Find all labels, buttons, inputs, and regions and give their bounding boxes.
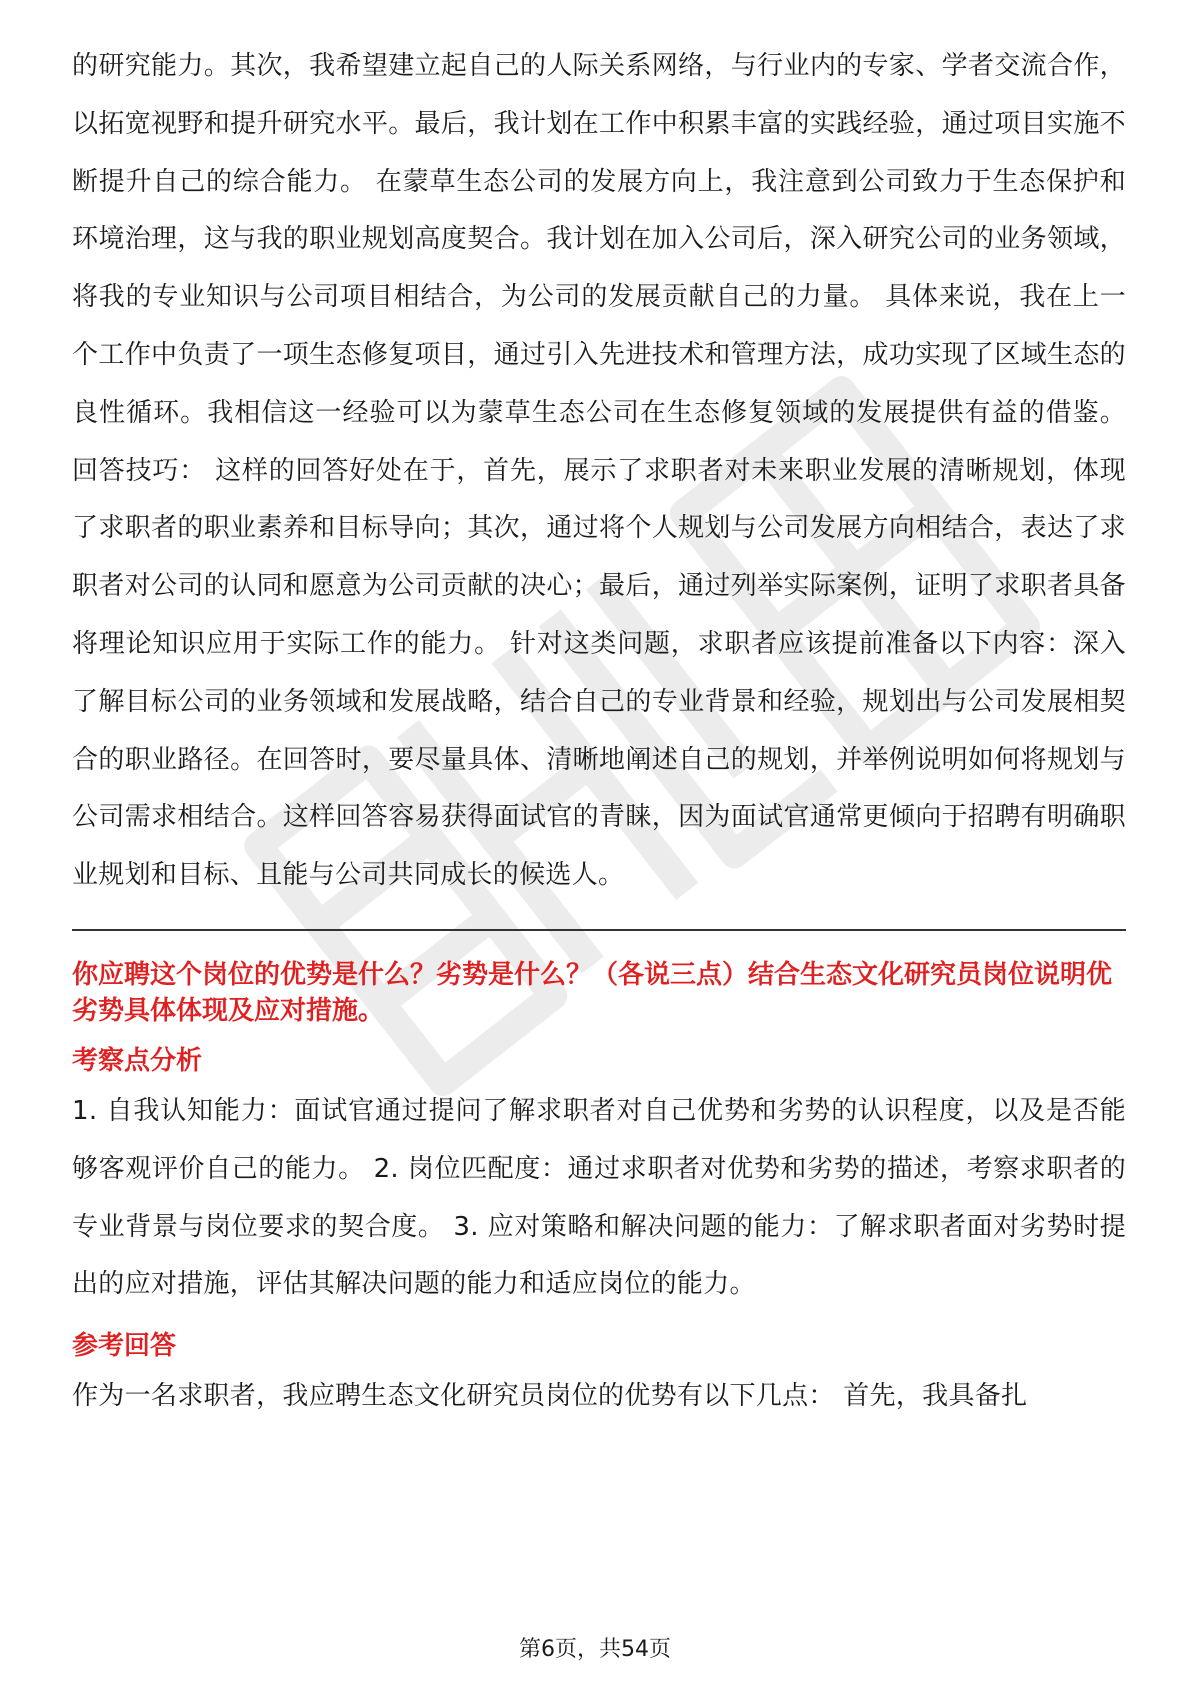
analysis-paragraph: 1. 自我认知能力：面试官通过提问了解求职者对自己优势和劣势的认识程度，以及是否能够客观评价自己的能力。 2. 岗位匹配度：通过求职者对优势和劣势的描述，考察求职者的专业背景与岗位要求的契合度。 3. 应对策略和解决问题的能力：了解求职者面对劣势时提出的应对措施，评估其解决问题的能力和适应岗位的能力。 <box>72 1095 1126 1300</box>
page-number: 第6页，共54页 <box>519 1637 671 1662</box>
section-divider <box>72 929 1126 931</box>
answer-heading: 参考回答 <box>72 1331 177 1362</box>
document-page <box>72 38 1126 1426</box>
answer-paragraph: 作为一名求职者，我应聘生态文化研究员岗位的优势有以下几点： 首先，我具备扎 <box>72 1381 1028 1412</box>
analysis-heading: 考察点分析 <box>72 1045 203 1076</box>
interview-question: 你应聘这个岗位的优势是什么？劣势是什么？（各说三点）结合生态文化研究员岗位说明优劣势具体体现及应对措施。 <box>72 959 1113 1026</box>
intro-paragraph: 的研究能力。其次，我希望建立起自己的人际关系网络，与行业内的专家、学者交流合作，以拓宽视野和提升研究水平。最后，我计划在工作中积累丰富的实践经验，通过项目实施不断提升自己的综合能力。 在蒙草生态公司的发展方向上，我注意到公司致力于生态保护和环境治理，这与我的职业规划高度契合。我计划在加入公司后，深入研究公司的业务领域，将我的专业知识与公司项目相结合，为公司的发展贡献自己的力量。 具体来说，我在上一个工作中负责了一项生态修复项目，通过引入先进技术和管理方法，成功实现了区域生态的良性循环。我相信这一经验可以为蒙草生态公司在生态修复领域的发展提供有益的借鉴。 回答技巧： 这样的回答好处在于，首先，展示了求职者对未来职业发展的清晰规划，体现了求职者的职业素养和目标导向；其次，通过将个人规划与公司发展方向相结合，表达了求职者对公司的认同和愿意为公司贡献的决心；最后，通过列举实际案例，证明了求职者具备将理论知识应用于实际工作的能力。 针对这类问题，求职者应该提前准备以下内容：深入了解目标公司的业务领域和发展战略，结合自己的专业背景和经验，规划出与公司发展相契合的职业路径。在回答时，要尽量具体、清晰地阐述自己的规划，并举例说明如何将规划与公司需求相结合。这样回答容易获得面试官的青睐，因为面试官通常更倾向于招聘有明确职业规划和目标、且能与公司共同成长的候选人。 <box>72 51 1126 891</box>
